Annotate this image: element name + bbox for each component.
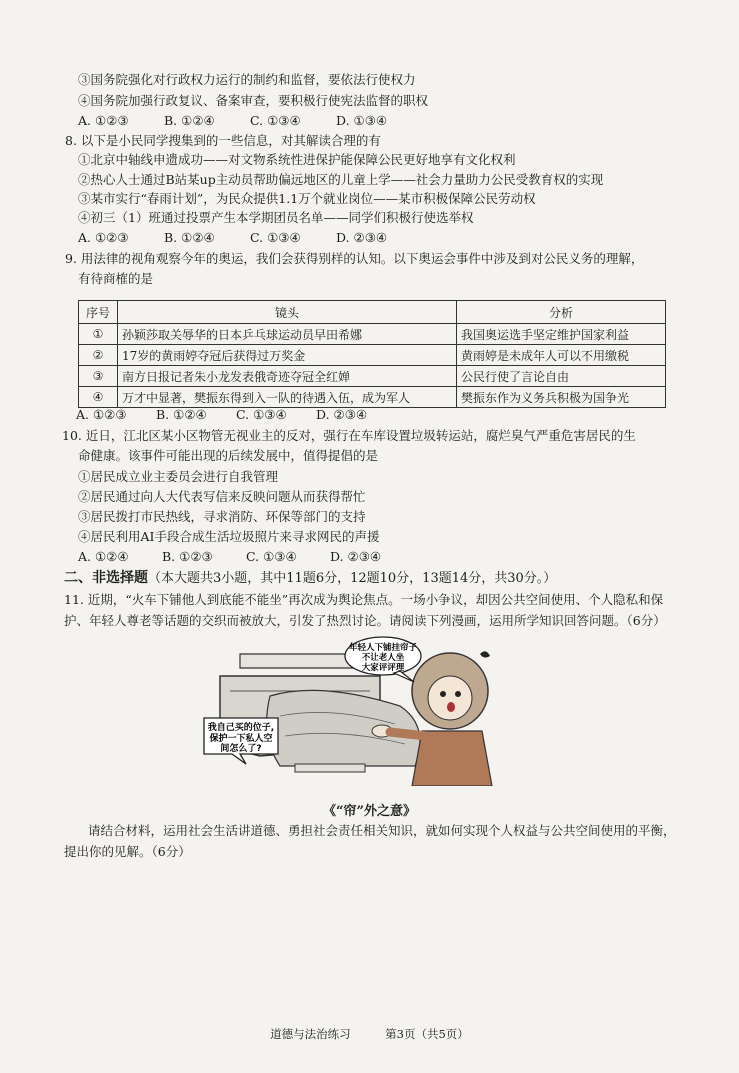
q10-item-1: ①居民成立业主委员会进行自我管理 <box>78 469 279 484</box>
row-index: ② <box>79 345 118 366</box>
section-2-desc: （本大题共3小题，其中11题6分，12题10分，13题14分，共30分。） <box>148 571 557 586</box>
row-analysis: 黄雨婷是未成年人可以不用缴税 <box>457 345 666 366</box>
row-index: ④ <box>79 387 118 408</box>
row-index: ③ <box>79 366 118 387</box>
bubble-right-line-2: 不让老人坐 <box>361 653 405 663</box>
q9-stem-1: 9. 用法律的视角观察今年的奥运，我们会获得别样的认知。以下奥运会事件中涉及到对公民义务的理解， <box>65 251 644 266</box>
table-row <box>79 345 666 366</box>
q9-stem-2: 有待商榷的是 <box>78 271 154 286</box>
header-analysis: 分析 <box>457 301 666 324</box>
q9-option-a: A. ①②③ <box>76 407 127 422</box>
q8-item-3: ③某市实行“春雨计划”，为民众提供1.1万个就业岗位——某市积极保障公民劳动权 <box>78 191 536 206</box>
bubble-right-line-1: 年轻人下铺挂帘子 <box>348 643 418 653</box>
q10-stem-2: 命健康。该事件可能出现的后续发展中，值得提倡的是 <box>78 448 379 463</box>
q8-option-c: C. ①③④ <box>250 230 301 245</box>
q8-options <box>78 230 387 246</box>
q10-stem-1: 10. 近日，江北区某小区物管无视业主的反对，强行在车库设置垃圾转运站，腐烂臭气严重危害居民的生 <box>62 428 636 443</box>
row-scene: 17岁的黄雨婷夺冠后获得过万奖金 <box>118 345 457 366</box>
q11-intro: 11. 近期，“火车下铺他人到底能不能坐”再次成为舆论焦点。一场小争议，却因公共空间使用、个人隐私和保护、年轻人尊老等话题的交织而被放大，引发了热烈讨论。请阅读下列漫画，运用所学知识回答问题。（6分） <box>64 592 666 628</box>
q9-option-c: C. ①③④ <box>236 407 287 422</box>
header-scene: 镜头 <box>118 301 457 324</box>
q11-question: 请结合材料，运用社会生活讲道德、勇担社会责任相关知识，就如何实现个人权益与公共空间使用的平衡，提出你的见解。（6分） <box>64 823 676 859</box>
bubble-left-line-3: 间怎么了? <box>220 744 262 754</box>
row-index: ① <box>79 324 118 345</box>
table-row <box>79 366 666 387</box>
q10-option-c: C. ①③④ <box>246 549 297 564</box>
bubble-right-line-3: 大家评评理 <box>361 663 405 673</box>
q10-options <box>78 549 381 565</box>
q8-item-1: ①北京中轴线申遗成功——对文物系统性进保护能保障公民更好地享有文化权利 <box>78 152 516 167</box>
row-scene: 万才中显著，樊振东得到入一队的待遇入伍，成为军人 <box>118 387 457 408</box>
q10-item-3: ③居民拨打市民热线，寻求消防、环保等部门的支持 <box>78 509 366 524</box>
cartoon-caption: 《“帘”外之意》 <box>323 804 416 819</box>
bubble-left-line-1: 我自己买的位子, <box>207 723 275 733</box>
row-scene: 南方日报记者朱小龙发表俄奇迹夺冠全红婵 <box>118 366 457 387</box>
row-analysis: 我国奥运选手坚定维护国家利益 <box>457 324 666 345</box>
q10-item-2: ②居民通过向人大代表写信来反映问题从而获得帮忙 <box>78 489 366 504</box>
q8-option-b: B. ①②④ <box>164 230 215 245</box>
q10-item-4: ④居民利用AI手段合成生活垃圾照片来寻求网民的声援 <box>78 529 380 544</box>
table-row <box>79 324 666 345</box>
q7-option-a: A. ①②③ <box>78 113 129 128</box>
cartoon-illustration <box>200 636 535 786</box>
row-analysis: 樊振东作为义务兵积极为国争光 <box>457 387 666 408</box>
q7-option-b: B. ①②④ <box>164 113 215 128</box>
q10-option-b: B. ①②③ <box>162 549 213 564</box>
q7-option-d: D. ①③④ <box>336 113 388 128</box>
q9-options <box>76 407 367 423</box>
q7-options <box>78 113 387 129</box>
q10-option-d: D. ②③④ <box>330 549 382 564</box>
q9-table <box>78 300 666 408</box>
section-2-title: 二、非选择题 <box>64 570 148 586</box>
q9-option-d: D. ②③④ <box>316 407 368 422</box>
q8-option-d: D. ②③④ <box>336 230 388 245</box>
q8-option-a: A. ①②③ <box>78 230 129 245</box>
table-header-row <box>79 301 666 324</box>
q8-stem: 8. 以下是小民同学搜集到的一些信息，对其解读合理的有 <box>65 133 381 148</box>
page-footer: 道德与法治练习 第3页（共5页） <box>270 1027 469 1041</box>
row-scene: 孙颖莎取关辱华的日本乒乓球运动员早田希娜 <box>118 324 457 345</box>
header-index: 序号 <box>79 301 118 324</box>
q8-item-2: ②热心人士通过B站某up主动员帮助偏远地区的儿童上学——社会力量助力公民受教育权的实现 <box>78 172 604 187</box>
q9-option-b: B. ①②④ <box>156 407 207 422</box>
q7-item-3: ③国务院强化对行政权力运行的制约和监督，要依法行使权力 <box>78 72 416 87</box>
q7-option-c: C. ①③④ <box>250 113 301 128</box>
q7-item-4: ④国务院加强行政复议、备案审查，要积极行使宪法监督的职权 <box>78 93 429 108</box>
table-row <box>79 387 666 408</box>
q10-option-a: A. ①②④ <box>78 549 129 564</box>
section-2-heading <box>64 569 556 588</box>
row-analysis: 公民行使了言论自由 <box>457 366 666 387</box>
q8-item-4: ④初三（1）班通过投票产生本学期团员名单——同学们积极行使选举权 <box>78 210 474 225</box>
bubble-left-line-2: 保护一下私人空 <box>209 734 273 744</box>
